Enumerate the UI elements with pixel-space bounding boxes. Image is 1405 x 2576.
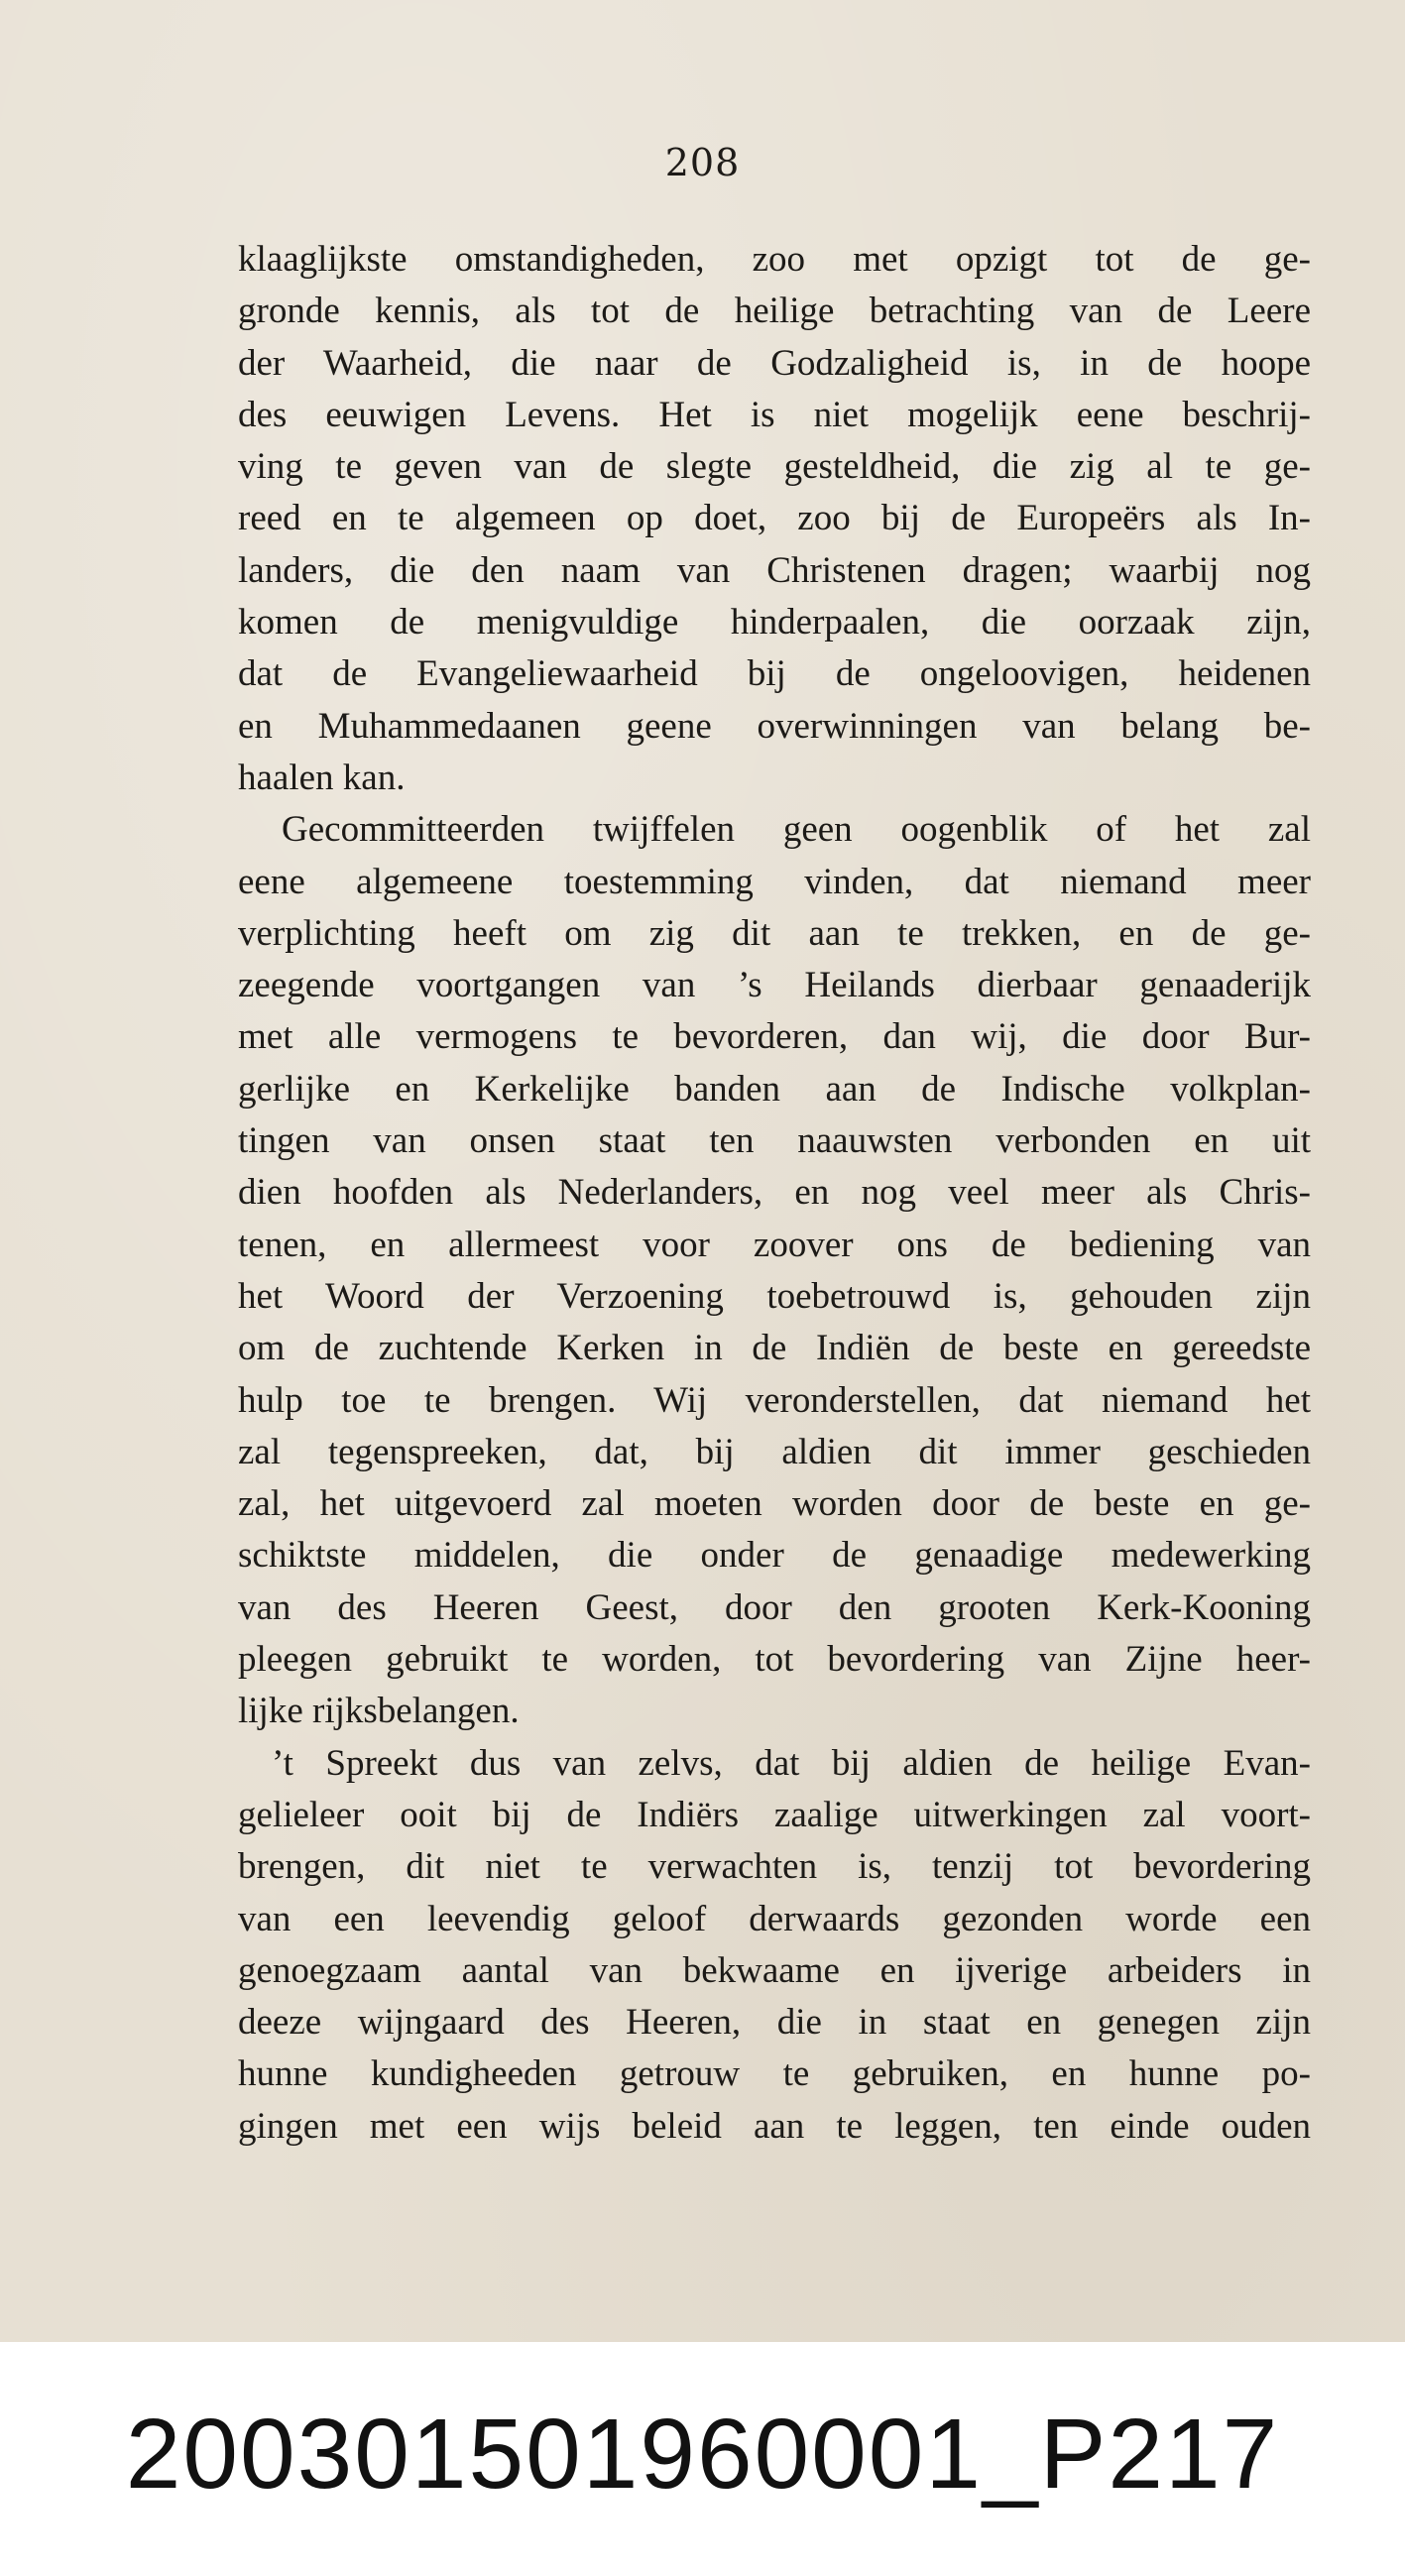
text-line: zal, het uitgevoerd zal moeten worden door de beste en ge- [238,1483,1311,1525]
text-line: tingen van onsen staat ten naauwsten verbonden en uit [238,1120,1311,1162]
text-line: haalen kan. [238,757,406,798]
page-number: 208 [664,141,741,184]
text-line: het Woord der Verzoening toebetrouwd is, gehouden zijn [238,1275,1311,1317]
text-line: eene algemeene toestemming vinden, dat niemand meer [238,861,1311,902]
text-line: der Waarheid, die naar de Godzaligheid is, in de hoope [238,342,1311,384]
text-line: hunne kundigheeden getrouw te gebruiken, en hunne po- [238,2053,1311,2095]
text-line: zeegende voortgangen van ’s Heilands dierbaar genaaderijk [238,965,1311,1006]
text-line: reed en te algemeen op doet, zoo bij de Europeërs als In- [238,498,1311,539]
text-line: pleegen gebruikt te worden, tot bevordering van Zijne heer- [238,1639,1311,1681]
text-line: dat de Evangeliewaarheid bij de ongeloovigen, heidenen [238,653,1311,695]
text-line: lijke rijksbelangen. [238,1691,520,1732]
text-line: brengen, dit niet te verwachten is, tenzij tot bevordering [238,1846,1311,1888]
paragraph-start-line: ’t Spreekt dus van zelvs, dat bij aldien de heilige Evan- [272,1742,1311,1784]
text-line: gronde kennis, als tot de heilige betrachting van de Leere [238,291,1311,332]
text-line: gingen met een wijs beleid aan te leggen, ten einde ouden [238,2105,1311,2147]
text-line: komen de menigvuldige hinderpaalen, die oorzaak zijn, [238,602,1311,644]
text-line: en Muhammedaanen geene overwinningen van belang be- [238,705,1311,747]
text-line: van des Heeren Geest, door den grooten Kerk-Kooning [238,1586,1311,1628]
paragraph-start-line: Gecommitteerden twijffelen geen oogenblik of het zal [282,809,1311,851]
body-text [238,234,1311,2153]
text-line: gelieleer ooit bij de Indiërs zaalige uitwerkingen zal voort- [238,1794,1311,1835]
text-line: gerlijke en Kerkelijke banden aan de Indische volkplan- [238,1068,1311,1110]
text-line: met alle vermogens te bevorderen, dan wij, die door Bur- [238,1016,1311,1058]
text-line: landers, die den naam van Christenen dragen; waarbij nog [238,549,1311,591]
text-line: klaaglijkste omstandigheden, zoo met opzigt tot de ge- [238,239,1311,280]
text-line: tenen, en allermeest voor zoover ons de bediening van [238,1224,1311,1265]
text-line: deeze wijngaard des Heeren, die in staat en genegen zijn [238,2002,1311,2044]
text-line: om de zuchtende Kerken in de Indiën de beste en gereedste [238,1328,1311,1369]
text-line: ving te geven van de slegte gesteldheid, die zig al te ge- [238,446,1311,488]
text-line: schiktste middelen, die onder de genaadige medewerking [238,1535,1311,1577]
text-line: zal tegenspreeken, dat, bij aldien dit immer geschieden [238,1431,1311,1472]
text-line: genoegzaam aantal van bekwaame en ijverige arbeiders in [238,1949,1311,1991]
text-line: van een leevendig geloof derwaards gezonden worde een [238,1898,1311,1939]
text-line: des eeuwigen Levens. Het is niet mogelijk eene beschrij- [238,394,1311,435]
text-line: dien hoofden als Nederlanders, en nog veel meer als Chris- [238,1172,1311,1214]
text-line: verplichting heeft om zig dit aan te trekken, en de ge- [238,912,1311,954]
document-id-caption: 200301501960001_P217 [125,2399,1280,2510]
text-line: hulp toe te brengen. Wij veronderstellen, dat niemand het [238,1379,1311,1421]
